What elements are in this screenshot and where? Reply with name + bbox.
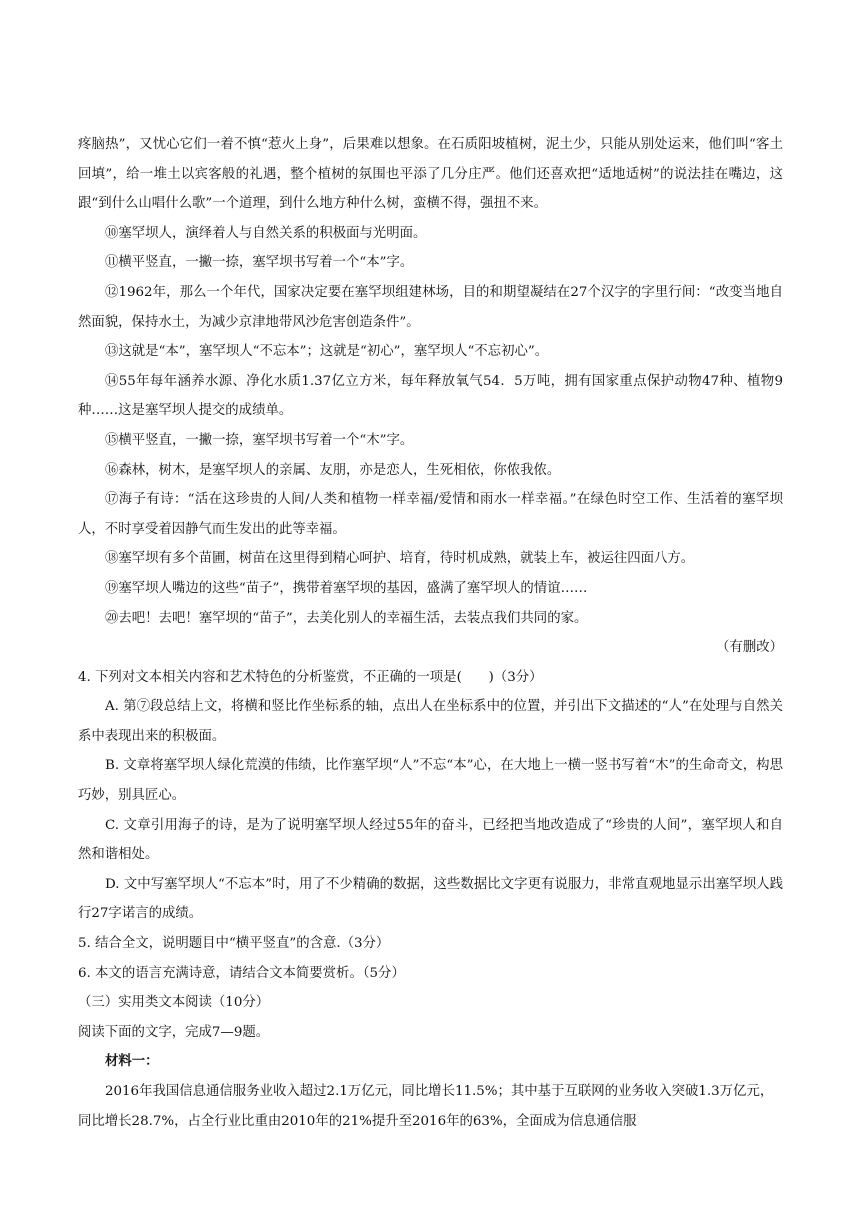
- question-4-option-d: D. 文中写塞罕坝人“不忘本”时，用了不少精确的数据，这些数据比文字更有说服力，非常直观地显示出塞罕坝人践行27字诺言的成绩。: [78, 876, 783, 922]
- section-3-title: （三）实用类文本阅读（10分）: [78, 995, 270, 1011]
- document-page: [78, 130, 783, 1136]
- question-6: 6. 本文的语言充满诗意，请结合文本简要赏析。（5分）: [78, 965, 405, 981]
- question-4-option-b: B. 文章将塞罕坝人绿化荒漠的伟绩，比作塞罕坝“人”不忘“本”心，在大地上一横一竖书写着“木”的生命奇文，构思巧妙，别具匠心。: [78, 758, 783, 804]
- paragraph-15: ⑮横平竖直，一撇一捺，塞罕坝书写着一个“木”字。: [105, 432, 414, 448]
- paragraph-18: ⑱塞罕坝有多个苗圃，树苗在这里得到精心呵护、培育，待时机成熟，就装上车，被运往四面八方。: [105, 551, 695, 567]
- paragraph-19: ⑲塞罕坝人嘴边的这些“苗子”，携带着塞罕坝的基因，盛满了塞罕坝人的情谊……: [105, 580, 588, 596]
- question-5: 5. 结合全文，说明题目中“横平竖直”的含意.（3分）: [78, 936, 390, 952]
- source-note: （有删改）: [716, 640, 783, 656]
- paragraph-17: ⑰海子有诗：“活在这珍贵的人间/人类和植物一样幸福/爱情和雨水一样幸福。”在绿色时空工作、生活着的塞罕坝人，不时享受着因静气而生发出的此等幸福。: [78, 492, 783, 537]
- material-1-text: 2016年我国信息通信服务业收入超过2.1万亿元，同比增长11.5%；其中基于互联网的业务收入突破1.3万亿元，同比增长28.7%，占全行业比重由2010年的21%提升至2016年的63%，全面成为信息通信服: [78, 1084, 774, 1129]
- question-4-stem: 4. 下列对文本相关内容和艺术特色的分析鉴赏，不正确的一项是( )（3分）: [78, 669, 543, 685]
- question-4-option-c: C. 文章引用海子的诗，是为了说明塞罕坝人经过55年的奋斗，已经把当地改造成了“珍贵的人间”，塞罕坝人和自然和谐相处。: [78, 817, 783, 863]
- question-4-option-a: A. 第⑦段总结上文，将横和竖比作坐标系的轴，点出人在坐标系中的位置，并引出下文描述的“人”在处理与自然关系中表现出来的积极面。: [78, 699, 783, 744]
- paragraph-10: ⑩塞罕坝人，演绎着人与自然关系的积极面与光明面。: [105, 225, 427, 241]
- paragraph-13: ⑬这就是“本”，塞罕坝人“不忘本”；这就是“初心”，塞罕坝人“不忘初心”。: [105, 344, 549, 360]
- paragraph-14: ⑭55年每年涵养水源、净化水质1.37亿立方米，每年释放氧气54．5万吨，拥有国家重点保护动物47种、植物9种……这是塞罕坝人提交的成绩单。: [78, 373, 783, 419]
- paragraph-16: ⑯森林，树木，是塞罕坝人的亲属、友朋，亦是恋人，生死相依，你侬我侬。: [105, 462, 561, 478]
- paragraph-12: ⑫1962年，那么一个年代，国家决定要在塞罕坝组建林场，目的和期望凝结在27个汉字的字里行间：“改变当地自然面貌，保持水土，为减少京津地带风沙危害创造条件”。: [78, 284, 783, 330]
- material-1-title: 材料一：: [105, 1053, 159, 1070]
- paragraph-9-continued: 疼脑热”，又忧心它们一着不慎“惹火上身”，后果难以想象。在石质阳坡植树，泥土少，只能从别处运来，他们叫“客土回填”，给一堆土以宾客般的礼遇，整个植树的氛围也平添了几分庄严。他们还喜欢把“适地适树”的说法挂在嘴边，这跟“到什么山唱什么歌”一个道理，到什么地方种什么树，蛮横不得，强扭不来。: [78, 137, 783, 212]
- paragraph-11: ⑪横平竖直，一撇一捺，塞罕坝书写着一个“本”字。: [105, 255, 414, 271]
- paragraph-20: ⑳去吧！去吧！塞罕坝的“苗子”，去美化别人的幸福生活，去装点我们共同的家。: [105, 610, 588, 626]
- section-3-instruction: 阅读下面的文字，完成7—9题。: [78, 1024, 270, 1040]
